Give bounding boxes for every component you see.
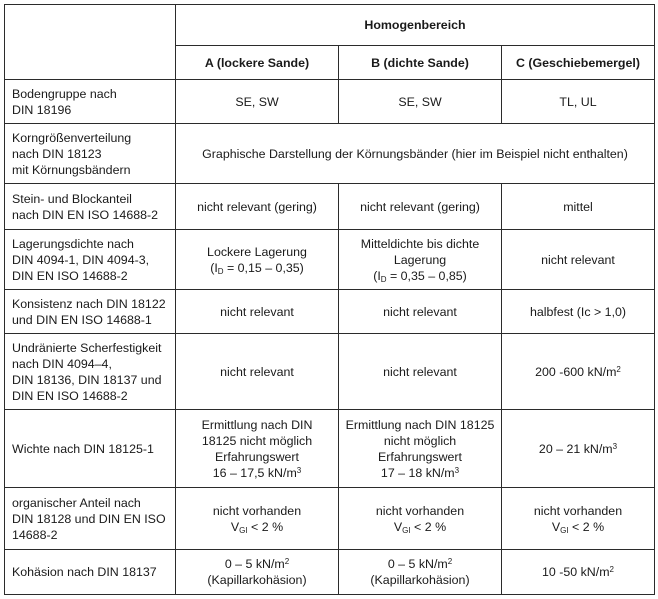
subscript: GI bbox=[402, 525, 411, 535]
superscript: 2 bbox=[616, 364, 621, 374]
label-line: Korngrößenverteilung bbox=[12, 130, 132, 145]
cell-line: nicht vorhanden bbox=[212, 503, 302, 518]
superscript: 2 bbox=[609, 565, 614, 574]
table-row bbox=[5, 124, 655, 184]
cell-c: mittel bbox=[502, 184, 655, 230]
text-part: (I bbox=[210, 260, 218, 275]
subscript: GI bbox=[560, 525, 569, 535]
text-part: (I bbox=[373, 268, 381, 283]
label-line: DIN 18128 und DIN EN ISO bbox=[12, 511, 166, 526]
label-line: DIN 4094-1, DIN 4094-3, bbox=[12, 252, 150, 267]
row-label bbox=[5, 290, 176, 334]
text-part: V bbox=[551, 519, 561, 534]
label-line: mit Körnungsbändern bbox=[12, 162, 131, 177]
cell-line: nicht vorhanden bbox=[533, 503, 623, 518]
cell-c bbox=[502, 488, 655, 550]
text-part: = 0,15 – 0,35) bbox=[223, 260, 304, 275]
cell-line: nicht möglich bbox=[383, 433, 457, 448]
text-part: 17 – 18 kN/m bbox=[380, 465, 455, 480]
cell-line bbox=[507, 519, 649, 535]
label-line: Bodengruppe nach bbox=[12, 86, 117, 101]
subscript: GI bbox=[239, 525, 248, 535]
row-label bbox=[5, 80, 176, 124]
cell-c bbox=[502, 334, 655, 410]
text-part: 0 – 5 kN/m bbox=[224, 557, 285, 571]
cell-a: nicht relevant bbox=[176, 290, 339, 334]
superscript: 3 bbox=[454, 465, 460, 475]
cell-line: Mitteldichte bis dichte bbox=[360, 236, 480, 251]
label-line: und DIN EN ISO 14688-1 bbox=[12, 312, 152, 327]
subscript: D bbox=[217, 266, 224, 276]
table-row bbox=[5, 550, 655, 595]
label-line: DIN EN ISO 14688-2 bbox=[12, 388, 128, 403]
table-header-row bbox=[5, 5, 655, 46]
cell-a: nicht relevant (gering) bbox=[176, 184, 339, 230]
cell-b: nicht relevant (gering) bbox=[339, 184, 502, 230]
text-part: 200 -600 kN/m bbox=[535, 364, 617, 379]
cell-line bbox=[181, 556, 333, 572]
superscript: 2 bbox=[447, 557, 453, 566]
text-part: 10 -50 kN/m bbox=[542, 565, 610, 579]
table-row bbox=[5, 334, 655, 410]
cell-c bbox=[502, 410, 655, 488]
table-row bbox=[5, 80, 655, 124]
text-part: < 2 % bbox=[568, 519, 605, 534]
cell-a bbox=[176, 550, 339, 595]
cell-line bbox=[344, 556, 496, 572]
homogenbereich-table bbox=[4, 4, 655, 595]
row-label bbox=[5, 184, 176, 230]
homogenbereich-header: Homogenbereich bbox=[176, 5, 655, 46]
label-line: nach DIN 4094–4, bbox=[12, 356, 112, 371]
text-part: < 2 % bbox=[247, 519, 284, 534]
label-line: Stein- und Blockanteil bbox=[12, 191, 132, 206]
label-line: nach DIN 18123 bbox=[12, 146, 102, 161]
cell-line: (Kapillarkohäsion) bbox=[207, 573, 307, 587]
superscript: 2 bbox=[284, 557, 290, 566]
label-line: Konsistenz nach DIN 18122 bbox=[12, 296, 166, 311]
label-line: Lagerungsdichte nach bbox=[12, 236, 134, 251]
merged-cell: Graphische Darstellung der Körnungsbänder (hier im Beispiel nicht enthalten) bbox=[176, 124, 655, 184]
cell-c bbox=[502, 550, 655, 595]
label-line: DIN EN ISO 14688-2 bbox=[12, 268, 128, 283]
cell-b bbox=[339, 550, 502, 595]
table-row bbox=[5, 290, 655, 334]
cell-a: SE, SW bbox=[176, 80, 339, 124]
text-part: < 2 % bbox=[410, 519, 447, 534]
label-line: 14688-2 bbox=[12, 527, 58, 542]
cell-b: SE, SW bbox=[339, 80, 502, 124]
cell-line: 18125 nicht möglich bbox=[201, 433, 313, 448]
superscript: 3 bbox=[612, 441, 618, 451]
cell-a bbox=[176, 410, 339, 488]
cell-line bbox=[344, 465, 496, 481]
text-part: 20 – 21 kN/m bbox=[538, 441, 613, 456]
label-line: organischer Anteil nach bbox=[12, 495, 141, 510]
cell-c: nicht relevant bbox=[502, 230, 655, 290]
text-part: V bbox=[230, 519, 240, 534]
cell-a: nicht relevant bbox=[176, 334, 339, 410]
table-row bbox=[5, 410, 655, 488]
cell-c: halbfest (Ic > 1,0) bbox=[502, 290, 655, 334]
cell-a bbox=[176, 488, 339, 550]
row-label bbox=[5, 230, 176, 290]
cell-line bbox=[181, 519, 333, 535]
row-label: Wichte nach DIN 18125-1 bbox=[5, 410, 176, 488]
column-header-b: B (dichte Sande) bbox=[339, 46, 502, 80]
cell-line: Lagerung bbox=[393, 252, 447, 267]
cell-line: nicht vorhanden bbox=[375, 503, 465, 518]
subscript: D bbox=[380, 274, 387, 284]
cell-line bbox=[181, 260, 333, 276]
table-row bbox=[5, 184, 655, 230]
text-part: V bbox=[393, 519, 403, 534]
row-label bbox=[5, 124, 176, 184]
cell-line: (Kapillarkohäsion) bbox=[370, 573, 470, 587]
cell-line bbox=[344, 268, 496, 284]
column-header-a: A (lockere Sande) bbox=[176, 46, 339, 80]
cell-line: Erfahrungswert bbox=[377, 449, 463, 464]
table-row bbox=[5, 488, 655, 550]
row-label bbox=[5, 488, 176, 550]
row-label bbox=[5, 334, 176, 410]
label-line: DIN 18136, DIN 18137 und bbox=[12, 372, 162, 387]
label-line: nach DIN EN ISO 14688-2 bbox=[12, 207, 159, 222]
cell-line: Erfahrungswert bbox=[214, 449, 300, 464]
cell-c: TL, UL bbox=[502, 80, 655, 124]
text-part: 0 – 5 kN/m bbox=[387, 557, 448, 571]
column-header-c: C (Geschiebemergel) bbox=[502, 46, 655, 80]
text-part: 16 – 17,5 kN/m bbox=[212, 465, 297, 480]
cell-line bbox=[181, 465, 333, 481]
row-label: Kohäsion nach DIN 18137 bbox=[5, 550, 176, 595]
cell-line: Lockere Lagerung bbox=[207, 244, 307, 259]
label-line: DIN 18196 bbox=[12, 102, 72, 117]
cell-a bbox=[176, 230, 339, 290]
cell-b: nicht relevant bbox=[339, 334, 502, 410]
cell-b bbox=[339, 230, 502, 290]
cell-line: Ermittlung nach DIN bbox=[201, 417, 313, 432]
superscript: 3 bbox=[296, 465, 302, 475]
header-empty-cell bbox=[5, 5, 176, 80]
cell-b bbox=[339, 410, 502, 488]
label-line: Undränierte Scherfestigkeit bbox=[12, 340, 162, 355]
cell-b bbox=[339, 488, 502, 550]
cell-line: Ermittlung nach DIN 18125 bbox=[345, 417, 495, 432]
text-part: = 0,35 – 0,85) bbox=[386, 268, 467, 283]
cell-b: nicht relevant bbox=[339, 290, 502, 334]
table-row bbox=[5, 230, 655, 290]
cell-line bbox=[344, 519, 496, 535]
